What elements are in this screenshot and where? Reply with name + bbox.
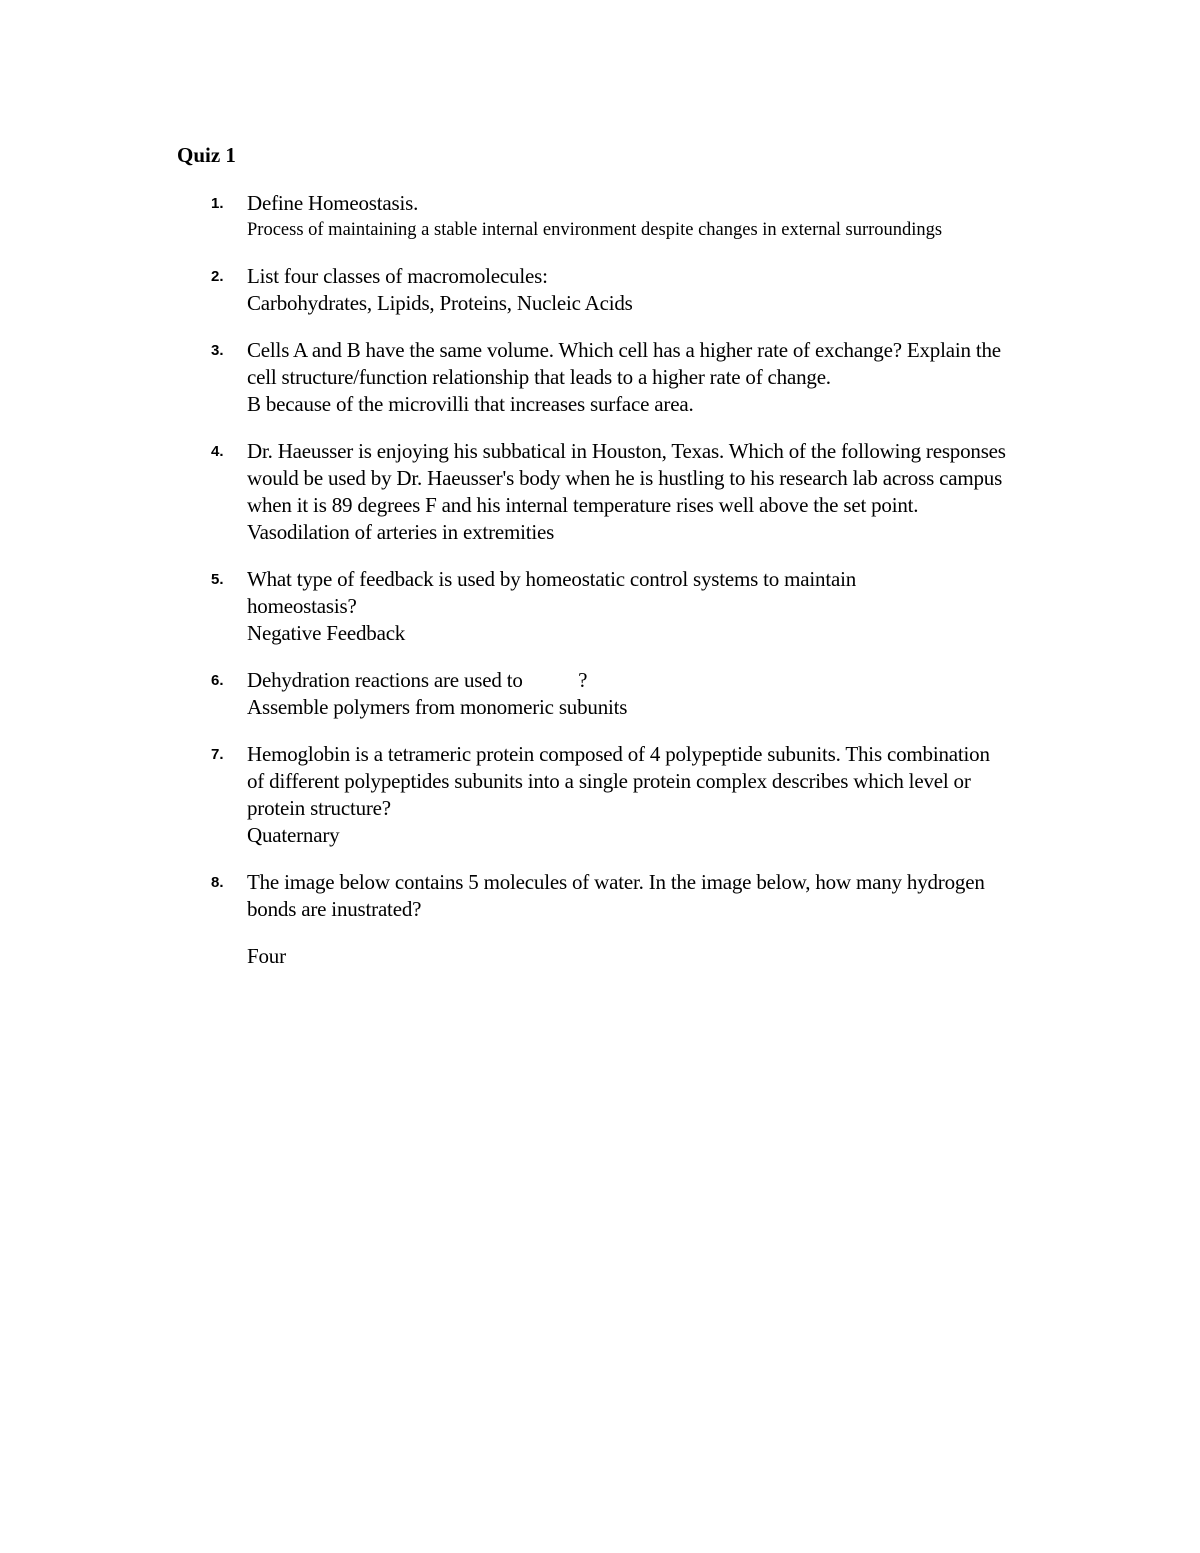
answer-text: Negative Feedback <box>247 621 406 645</box>
answer-text: Carbohydrates, Lipids, Proteins, Nucleic Acids <box>247 291 633 315</box>
question-text: Define Homeostasis. <box>247 191 419 215</box>
question-text: Dehydration reactions are used to ? <box>247 668 588 692</box>
answer-text: Four <box>247 944 286 968</box>
question-list <box>177 190 1047 990</box>
answer-text: Quaternary <box>247 823 340 847</box>
question-item-8 <box>177 869 1047 970</box>
answer-text: B because of the microvilli that increases surface area. <box>247 392 694 416</box>
page-title: Quiz 1 <box>177 143 236 167</box>
question-number: 4. <box>211 443 224 460</box>
question-text: Dr. Haeusser is enjoying his subbatical in Houston, Texas. Which of the following responses would be used by Dr. Haeusser's body when he is hustling to his research lab across campus when it is 89 degrees F and his internal temperature rises well above the set point. <box>247 439 1011 517</box>
question-text: Cells A and B have the same volume. Which cell has a higher rate of exchange? Explain the cell structure/function relationship that leads to a higher rate of change. <box>247 338 1006 389</box>
question-text: The image below contains 5 molecules of water. In the image below, how many hydrogen bonds are inustrated? <box>247 870 990 921</box>
question-text: Hemoglobin is a tetrameric protein composed of 4 polypeptide subunits. This combination of different polypeptides subunits into a single protein complex describes which level or protein structure? <box>247 742 995 820</box>
answer-text: Assemble polymers from monomeric subunits <box>247 695 628 719</box>
question-item-4 <box>177 438 1047 546</box>
question-item-2 <box>177 263 1047 317</box>
question-item-7 <box>177 741 1047 849</box>
question-text: List four classes of macromolecules: <box>247 264 548 288</box>
answer-text: Vasodilation of arteries in extremities <box>247 520 555 544</box>
question-number: 7. <box>211 746 224 763</box>
question-number: 1. <box>211 195 224 212</box>
question-item-6 <box>177 667 1047 721</box>
question-number: 3. <box>211 342 224 359</box>
question-item-5 <box>177 566 1047 647</box>
question-number: 8. <box>211 874 224 891</box>
answer-text: Process of maintaining a stable internal environment despite changes in external surroundings <box>247 220 943 240</box>
question-item-1 <box>177 190 1047 243</box>
question-item-3 <box>177 337 1047 418</box>
question-number: 5. <box>211 571 224 588</box>
question-text: What type of feedback is used by homeostatic control systems to maintain homeostasis? <box>247 567 862 618</box>
question-number: 6. <box>211 672 224 689</box>
question-number: 2. <box>211 268 224 285</box>
